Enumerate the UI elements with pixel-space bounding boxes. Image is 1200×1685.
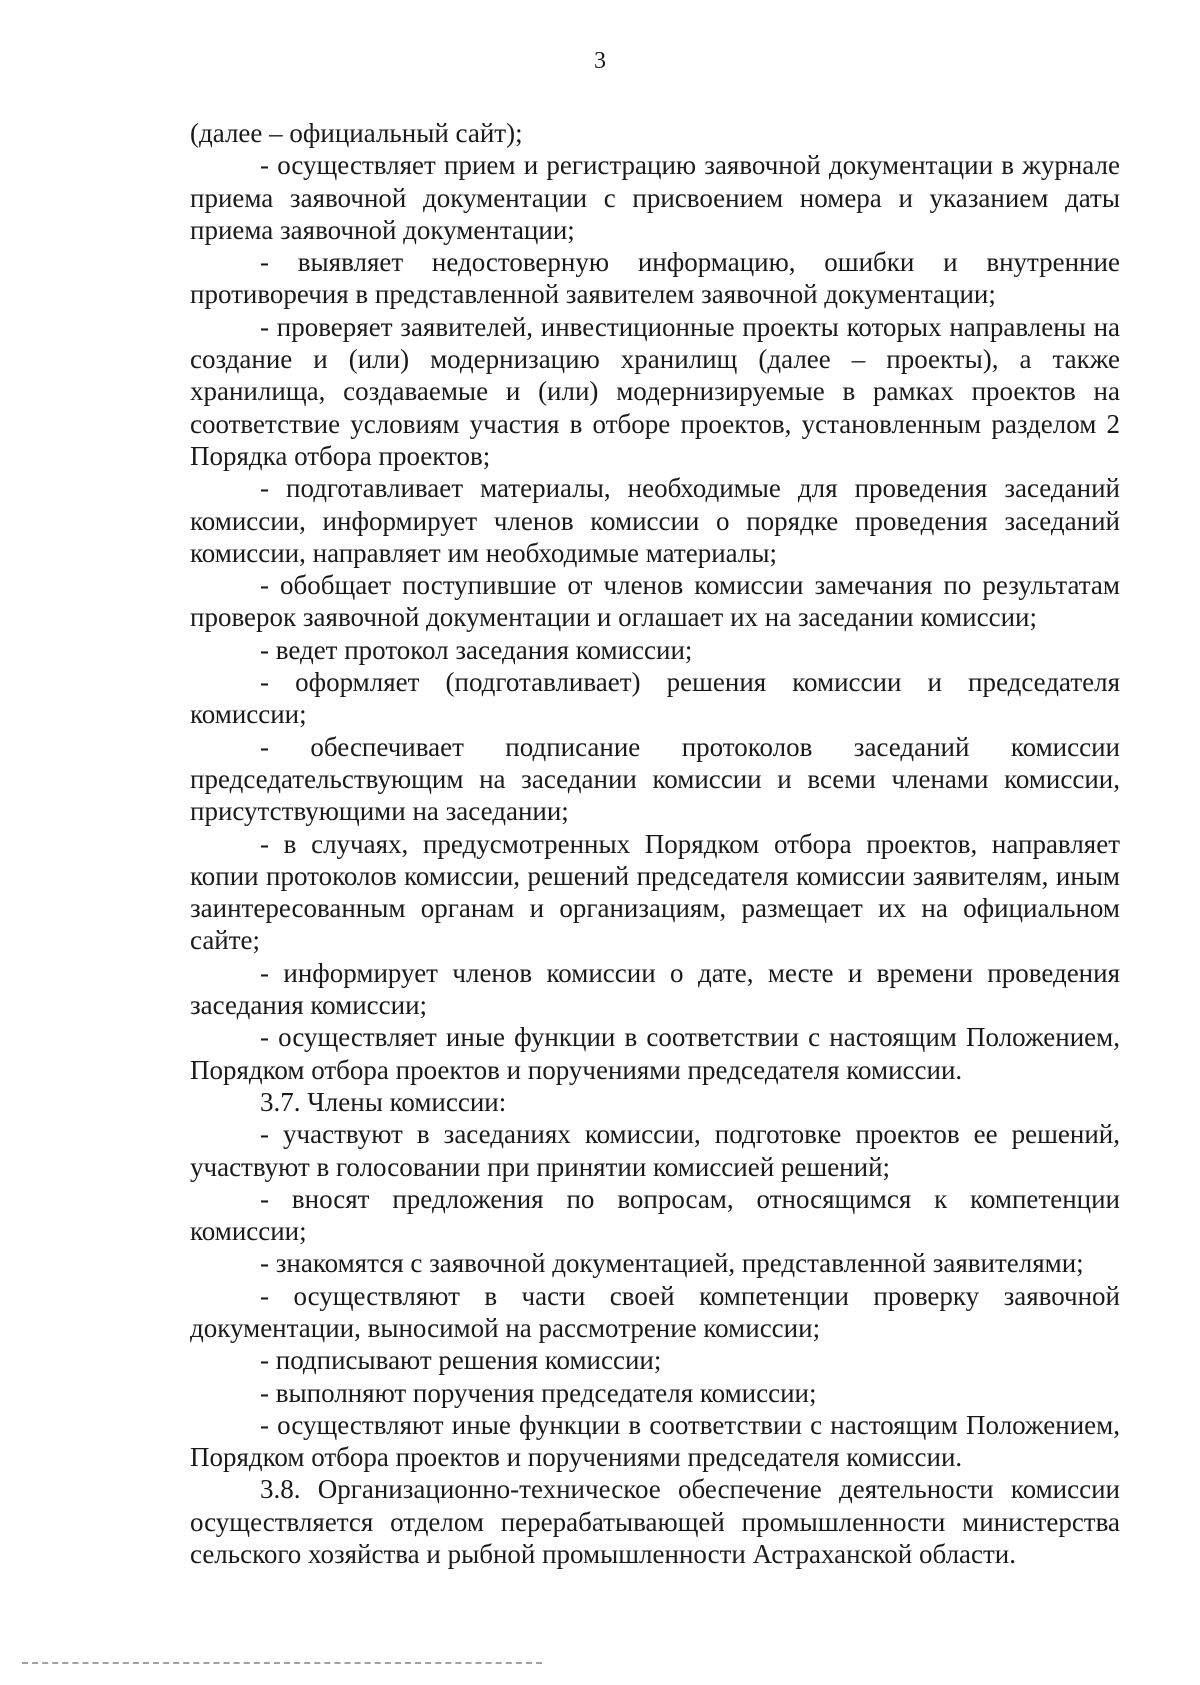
section-heading: 3.7. Члены комиссии:	[260, 1086, 507, 1117]
page-number: 3	[594, 48, 606, 74]
paragraph-item: - подготавливает материалы, необходимые для проведения заседаний комиссии, информирует членов комиссии о порядке проведения заседаний комиссии, направляет им необходимые материалы;	[190, 473, 1120, 568]
paragraph-item: - информирует членов комиссии о дате, месте и времени проведения заседания комиссии;	[190, 957, 1120, 1021]
paragraph-item: - обобщает поступившие от членов комиссии замечания по результатам проверок заявочной документации и оглашает их на заседании комиссии;	[190, 570, 1120, 633]
paragraph-item: - знакомятся с заявочной документацией, представленной заявителями;	[260, 1248, 1084, 1279]
paragraph-item: - ведет протокол заседания комиссии;	[260, 634, 693, 665]
paragraph-item: - вносят предложения по вопросам, относящимся к компетенции комиссии;	[190, 1183, 1120, 1247]
paragraph-item: - участвуют в заседаниях комиссии, подготовке проектов ее решений, участвуют в голосовании при принятии комиссией решений;	[190, 1119, 1120, 1182]
scan-footer-line	[22, 1662, 542, 1664]
section-paragraph: 3.8. Организационно-техническое обеспечение деятельности комиссии осуществляется отделом перерабатывающей промышленности министерства сельского хозяйства и рыбной промышленности Астраханской области.	[190, 1474, 1120, 1570]
paragraph-item: - выявляет недостоверную информацию, ошибки и внутренние противоречия в представленной заявителем заявочной документации;	[190, 247, 1120, 310]
paragraph-item: - осуществляют в части своей компетенции проверку заявочной документации, выносимой на рассмотрение комиссии;	[190, 1280, 1120, 1343]
paragraph-item: - выполняют поручения председателя комиссии;	[260, 1377, 817, 1408]
paragraph-item: - в случаях, предусмотренных Порядком отбора проектов, направляет копии протоколов комиссии, решений председателя комиссии заявителям, иным заинтересованным органам и организациям, размещает их на официальном сайте;	[190, 828, 1120, 956]
paragraph-item: - оформляет (подготавливает) решения комиссии и председателя комиссии;	[190, 667, 1120, 730]
paragraph-item: - осуществляют иные функции в соответствии с настоящим Положением, Порядком отбора проектов и поручениями председателя комиссии.	[190, 1409, 1120, 1473]
paragraph-continuation: (далее – официальный сайт);	[190, 118, 523, 148]
paragraph-item: - обеспечивает подписание протоколов заседаний комиссии председательствующим на заседании комиссии и всеми членами комиссии, присутствующими на заседании;	[190, 731, 1120, 827]
paragraph-item: - проверяет заявителей, инвестиционные проекты которых направлены на создание и (или) модернизацию хранилищ (далее – проекты), а также хранилища, создаваемые и (или) модернизируемые в рамках проектов на соответствие условиям участия в отборе проектов, установленным разделом 2 Порядка отбора проектов;	[190, 311, 1120, 471]
paragraph-item: - осуществляет иные функции в соответствии с настоящим Положением, Порядком отбора проектов и поручениями председателя комиссии.	[190, 1022, 1120, 1085]
paragraph-item: - осуществляет прием и регистрацию заявочной документации в журнале приема заявочной документации с присвоением номера и указанием даты приема заявочной документации;	[190, 150, 1120, 245]
paragraph-item: - подписывают решения комиссии;	[260, 1345, 662, 1376]
document-body	[190, 117, 1120, 1570]
